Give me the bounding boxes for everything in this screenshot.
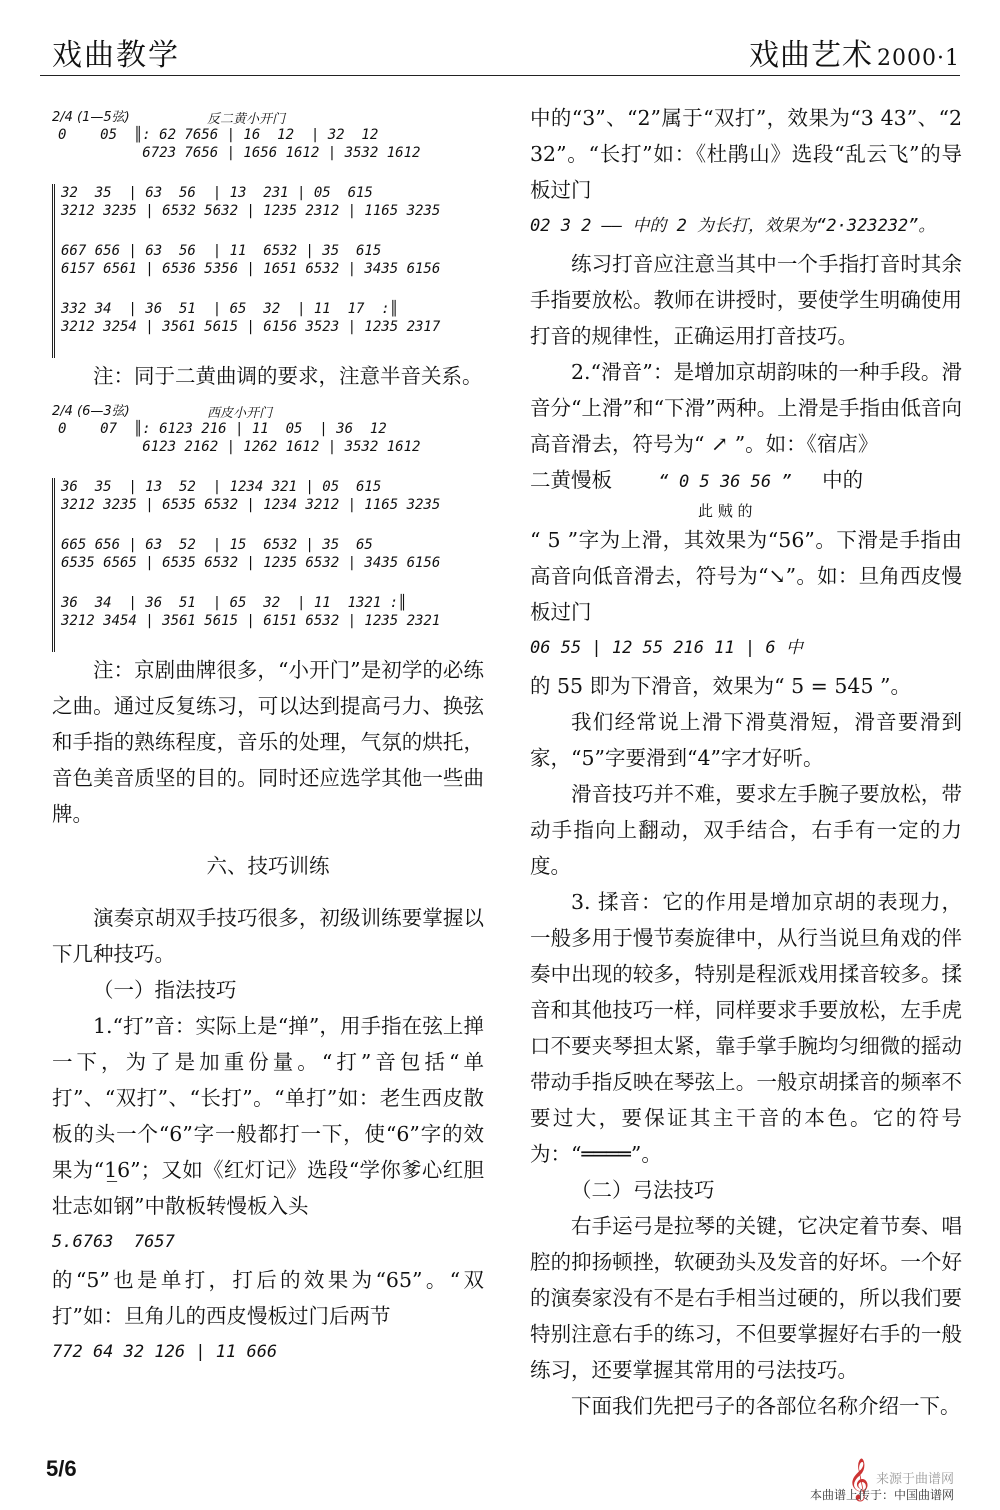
watermark-upload: 本曲谱上传于：中国曲谱网 bbox=[809, 1488, 954, 1502]
dayin-continued: 的“5”也是单打，打后的效果为“65”。“双打”如：旦角儿的西皮慢板过门后两节 bbox=[52, 1268, 484, 1328]
bowing-paragraph: 右手运弓是拉琴的关键，它决定着节奏、唱腔的抑扬顿挫，软硬劲头及发音的好坏。一个好的演奏家没有不是右手相当过硬的，所以我们要特别注意右手的练习，不但要掌握好右手的一般练习，还要掌握其常用的弓法技巧。 bbox=[530, 1214, 962, 1382]
header-rule bbox=[40, 75, 960, 76]
score1-row: 0 05 ║: 62 7656 | 16 12 | 32 12 6723 7656 | 1656 1612 | 3532 1612 bbox=[58, 127, 421, 161]
trill-notation: 5.6763 7657 bbox=[52, 1232, 175, 1252]
score2-header bbox=[52, 394, 484, 420]
double-tap-paragraph: 中的“3”、“2”属于“双打”，效果为“3 43”、“2 32”。“长打”如：《杜鹃山》选段“乱云飞”的导板过门 bbox=[530, 106, 962, 202]
subsection-fingering: （一）指法技巧 bbox=[93, 978, 237, 1002]
note2: 注：京剧曲牌很多，“小开门”是初学的必练之曲。通过反复练习，可以达到提高弓力、换弦和手指的熟练程度，音乐的处理，气氛的烘托，音色美音质坚的目的。同时还应选学其他一些曲牌。 bbox=[52, 658, 484, 826]
score2-row: 36 34 | 36 51 | 65 32 | 11 1321 :║ 3212 3454 | 3561 5615 | 6151 6532 | 1235 2321 bbox=[52, 594, 484, 652]
score1-row: 32 35 | 63 56 | 13 231 | 05 615 3212 3235 | 6532 5632 | 1235 2312 | 1165 3235 bbox=[52, 184, 484, 242]
section-header: 戏曲教学 bbox=[52, 38, 180, 73]
slide-example-label: 二黄慢板 bbox=[530, 468, 612, 492]
note1: 注：同于二黄曲调的要求，注意半音关系。 bbox=[93, 364, 483, 388]
tap-practice-paragraph: 练习打音应注意当其中一个手指打音时其余手指要放松。教师在讲授时，要使学生明确使用打音的规律性，正确运用打音技巧。 bbox=[530, 252, 962, 348]
dayin-paragraph: 1.“打”音：实际上是“掸”，用手指在弦上掸一下，为了是加重份量。“打”音包括“单打”、“双打”、“长打”。“单打”如：老生西皮散板的头一个“6”字一般都打一下，使“6”字的效果为“1̲6”；又如《红灯记》选段“学你爹心红胆壮志如钢”中散板转慢板入头 bbox=[52, 1014, 484, 1218]
intro-paragraph: 演奏京胡双手技巧很多，初级训练要掌握以下几种技巧。 bbox=[52, 906, 484, 966]
left-column bbox=[52, 100, 484, 1372]
score1-meter: 2/4 (1—5弦) bbox=[52, 110, 130, 125]
long-tap-notation: 02 3 2 —— 中的 2 为长打，效果为“2·323232”。 bbox=[530, 216, 936, 236]
upward-slide-paragraph: “ 5 ”字为上滑，其效果为“56”。下滑是手指由高音向低音滑去，符号为“↘”。如：旦角西皮慢板过门 bbox=[530, 528, 962, 624]
score1-row: 332 34 | 36 51 | 65 32 | 11 17 :║ 3212 3254 | 3561 5615 | 6156 3523 | 1235 2317 bbox=[52, 300, 484, 358]
subsection-bowing: （二）弓法技巧 bbox=[571, 1178, 715, 1202]
slide-example-notation: “ 0 5 36 56 ” bbox=[658, 472, 792, 492]
score1-title: 反二黄小开门 bbox=[207, 112, 286, 127]
score2-row: 665 656 | 63 52 | 15 6532 | 35 65 6535 6565 | 6535 6532 | 1235 6532 | 3435 6156 bbox=[52, 536, 484, 594]
downward-slide-notation: 06 55 | 12 55 216 11 | 6 中 bbox=[530, 638, 803, 658]
slide-technique-paragraph: 滑音技巧并不难，要求左手腕子要放松，带动手指向上翻动，双手结合，右手有一定的力度。 bbox=[530, 782, 962, 878]
score2-meter: 2/4 (6—3弦) bbox=[52, 404, 130, 419]
score1-header bbox=[52, 100, 484, 126]
right-column bbox=[530, 100, 962, 1424]
watermark-source: 来源于曲谱网 bbox=[875, 1471, 954, 1486]
score2-row: 0 07 ║: 6123 216 | 11 05 | 36 12 6123 2162 | 1262 1612 | 3532 1612 bbox=[58, 421, 421, 455]
section-title: 六、技巧训练 bbox=[206, 854, 330, 878]
slide-tip-paragraph: 我们经常说上滑下滑莫滑短，滑音要滑到家，“5”字要滑到“4”字才好听。 bbox=[530, 710, 962, 770]
bar-notation: 772 64 32 126 | 11 666 bbox=[52, 1342, 278, 1362]
slide-example-lyrics: 此 贼 的 bbox=[698, 502, 753, 520]
journal-title: 戏曲艺术 bbox=[749, 38, 874, 73]
score2-row: 36 35 | 13 52 | 1234 321 | 05 615 3212 3235 | 6535 6532 | 1234 3212 | 1165 3235 bbox=[52, 478, 484, 536]
slide-example-zhong: 中的 bbox=[822, 468, 864, 492]
issue-number: 2000·1 bbox=[877, 46, 960, 71]
treble-clef-icon: 𝄞 bbox=[848, 1459, 870, 1500]
vibrato-paragraph: 3. 揉音：它的作用是增加京胡的表现力，一般多用于慢节奏旋律中，从行当说旦角戏的伴奏中出现的较多，特别是程派戏用揉音较多。揉音和其他技巧一样，同样要求手要放松，左手虎口不要夹琴担太紧，靠手掌手腕均匀细微的摇动带动手指反映在琴弦上。一般京胡揉音的频率不要过大，要保证其主干音的本色。它的符号为：“════”。 bbox=[530, 890, 962, 1166]
bow-parts-paragraph: 下面我们先把弓子的各部位名称介绍一下。 bbox=[571, 1394, 961, 1418]
score2-title: 西皮小开门 bbox=[207, 406, 273, 421]
journal-header bbox=[749, 30, 960, 74]
score1-row: 667 656 | 63 56 | 11 6532 | 35 615 6157 6561 | 6536 5356 | 1651 6532 | 3435 6156 bbox=[52, 242, 484, 300]
slide-example-line bbox=[530, 462, 962, 500]
page-number: 5/6 bbox=[46, 1456, 77, 1481]
downward-slide-effect: 的 55 即为下滑音，效果为“ 5 = 545 ”。 bbox=[530, 674, 911, 698]
slide-paragraph: 2.“滑音”：是增加京胡韵味的一种手段。滑音分“上滑”和“下滑”两种。上滑是手指由低音向高音滑去，符号为“ ↗ ”。如：《宿店》 bbox=[530, 360, 962, 456]
